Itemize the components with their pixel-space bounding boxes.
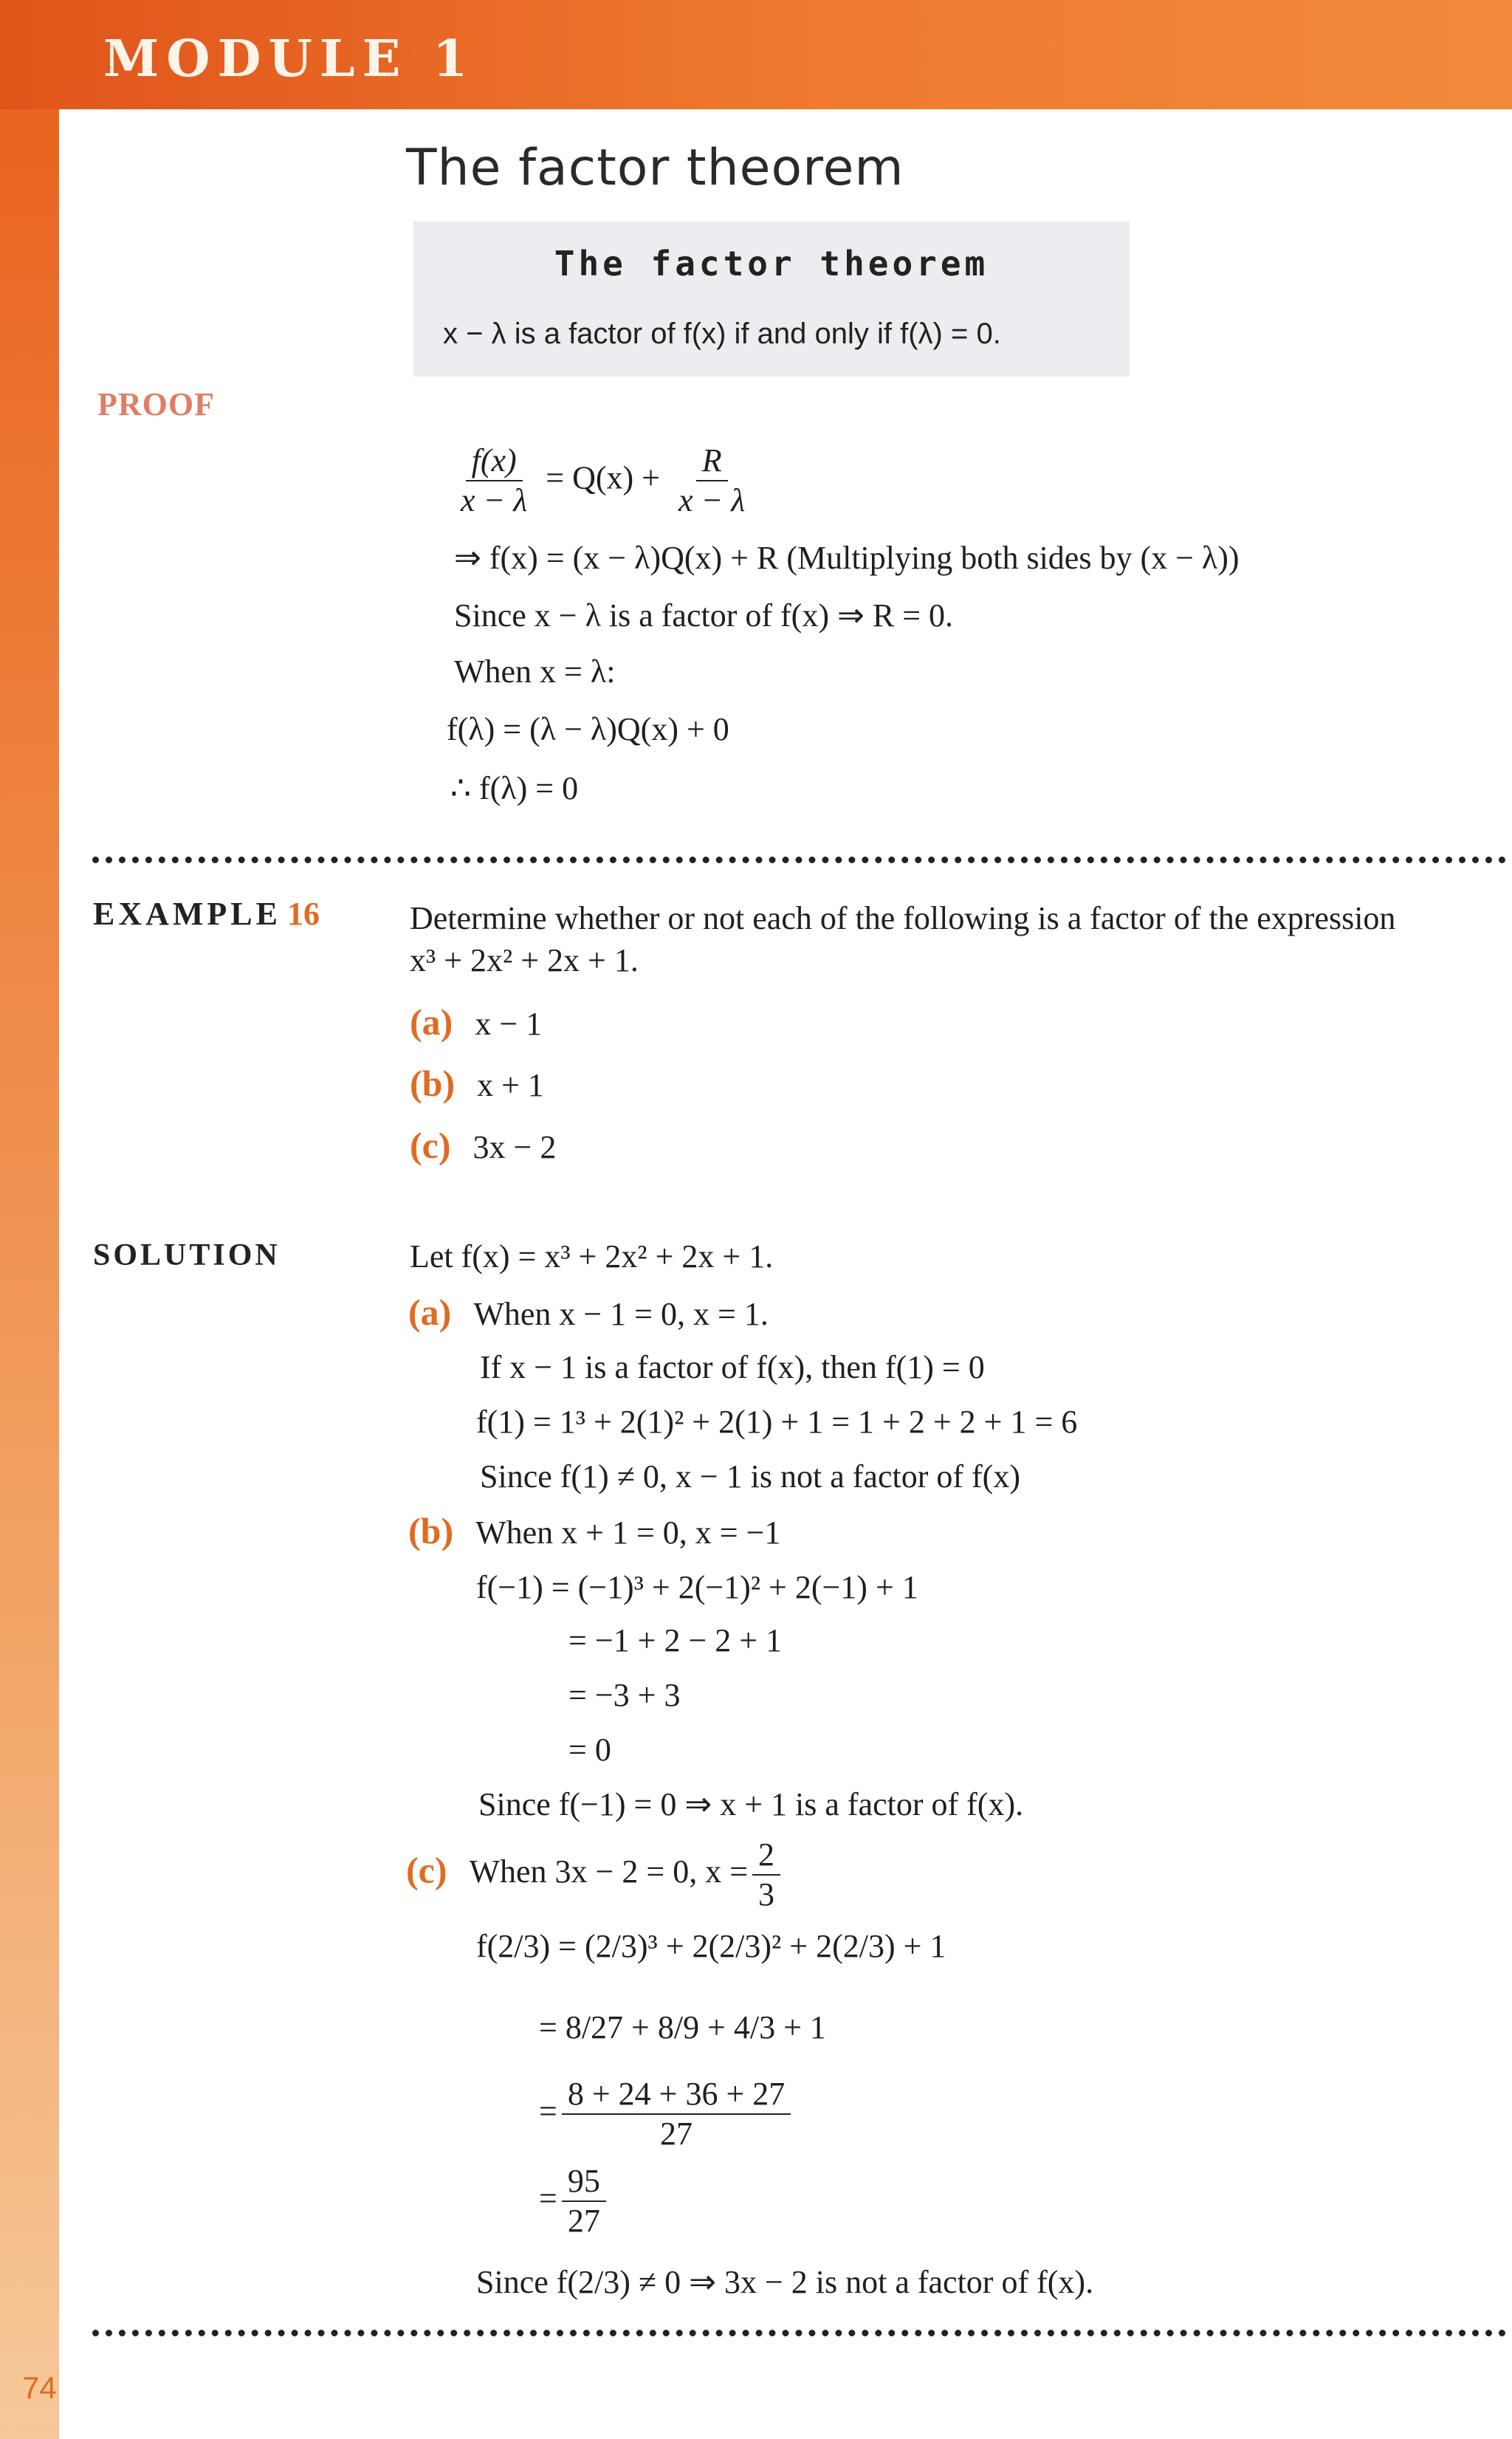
example-word: EXAMPLE	[93, 896, 281, 932]
proof-line: ⇒ f(x) = (x − λ)Q(x) + R (Multiplying both sides by (x − λ))	[454, 540, 1240, 576]
part-text: x − 1	[475, 1006, 543, 1042]
example-part-b	[410, 1062, 544, 1105]
denominator: 27	[567, 2203, 600, 2240]
solution-line: = 8/27 + 8/9 + 4/3 + 1	[539, 2009, 826, 2045]
chapter-title: The factor theorem	[406, 139, 904, 197]
example-question: Determine whether or not each of the following is a factor of the expression	[410, 900, 1396, 936]
page-number: 74	[22, 2370, 57, 2405]
solution-line: f(−1) = (−1)³ + 2(−1)² + 2(−1) + 1	[476, 1569, 918, 1605]
equals-sign: =	[539, 2180, 557, 2217]
solution-line	[539, 2164, 611, 2240]
solution-b	[408, 1509, 780, 1552]
fraction	[673, 443, 751, 519]
proof-line: When x = λ:	[454, 654, 616, 690]
page-edge-strip	[0, 109, 59, 2439]
solution-a	[408, 1291, 769, 1334]
fraction	[455, 443, 533, 519]
example-number: 16	[287, 896, 320, 932]
solution-c	[406, 1837, 785, 1913]
module-label: MODULE 1	[103, 30, 475, 89]
fraction	[752, 1837, 780, 1913]
solution-line: Since f(−1) = 0 ⇒ x + 1 is a factor of f(x).	[478, 1786, 1024, 1822]
solution-line	[539, 2076, 795, 2152]
numerator: 95	[562, 2164, 606, 2202]
solution-line: = 0	[568, 1732, 611, 1768]
denominator: 27	[660, 2116, 693, 2152]
fraction	[562, 2076, 791, 2152]
solution-line: = −1 + 2 − 2 + 1	[568, 1622, 783, 1658]
section-divider	[92, 2330, 1506, 2336]
numerator: R	[696, 443, 728, 481]
example-part-c	[410, 1124, 556, 1167]
solution-line: = −3 + 3	[568, 1677, 681, 1713]
solution-label: SOLUTION	[93, 1238, 281, 1272]
part-label: (c)	[406, 1849, 447, 1891]
proof-line: ∴ f(λ) = 0	[450, 770, 579, 806]
theorem-box-title: The factor theorem	[554, 244, 989, 284]
denominator: 3	[758, 1876, 775, 1913]
theorem-statement: x − λ is a factor of f(x) if and only if f(λ) = 0.	[443, 318, 1001, 350]
part-label: (a)	[410, 1001, 453, 1043]
solution-line: When x + 1 = 0, x = −1	[475, 1514, 781, 1551]
part-label: (b)	[408, 1510, 454, 1551]
example-part-a	[410, 1001, 542, 1043]
equals-sign: =	[539, 2093, 557, 2130]
proof-label: PROOF	[97, 386, 215, 422]
numerator: f(x)	[466, 443, 523, 481]
part-label: (a)	[408, 1291, 452, 1333]
proof-line: f(λ) = (λ − λ)Q(x) + 0	[447, 711, 729, 747]
part-text: x + 1	[477, 1067, 544, 1103]
equation-middle: = Q(x) +	[546, 459, 660, 496]
example-expression: x³ + 2x² + 2x + 1.	[410, 942, 639, 978]
solution-intro: Let f(x) = x³ + 2x² + 2x + 1.	[410, 1238, 774, 1275]
solution-line: f(1) = 1³ + 2(1)² + 2(1) + 1 = 1 + 2 + 2 + 1 = 6	[476, 1404, 1078, 1440]
denominator: x − λ	[678, 482, 746, 519]
solution-line: Since f(1) ≠ 0, x − 1 is not a factor of f(x)	[480, 1458, 1020, 1495]
section-divider	[92, 857, 1506, 863]
numerator: 2	[752, 1837, 780, 1876]
part-label: (b)	[410, 1063, 456, 1104]
denominator: x − λ	[461, 482, 528, 519]
proof-equation-1	[450, 443, 755, 519]
proof-line: Since x − λ is a factor of f(x) ⇒ R = 0.	[454, 597, 954, 634]
solution-line: When x − 1 = 0, x = 1.	[473, 1296, 769, 1332]
solution-line: When 3x − 2 = 0, x =	[469, 1853, 749, 1890]
solution-line: f(2/3) = (2/3)³ + 2(2/3)² + 2(2/3) + 1	[476, 1928, 946, 1964]
solution-line: If x − 1 is a factor of f(x), then f(1) = 0	[480, 1349, 985, 1385]
part-label: (c)	[410, 1125, 451, 1166]
numerator: 8 + 24 + 36 + 27	[562, 2076, 791, 2115]
part-text: 3x − 2	[472, 1129, 557, 1165]
fraction	[562, 2164, 606, 2240]
solution-conclusion: Since f(2/3) ≠ 0 ⇒ 3x − 2 is not a factor of f(x).	[476, 2264, 1094, 2300]
example-label	[93, 895, 320, 933]
